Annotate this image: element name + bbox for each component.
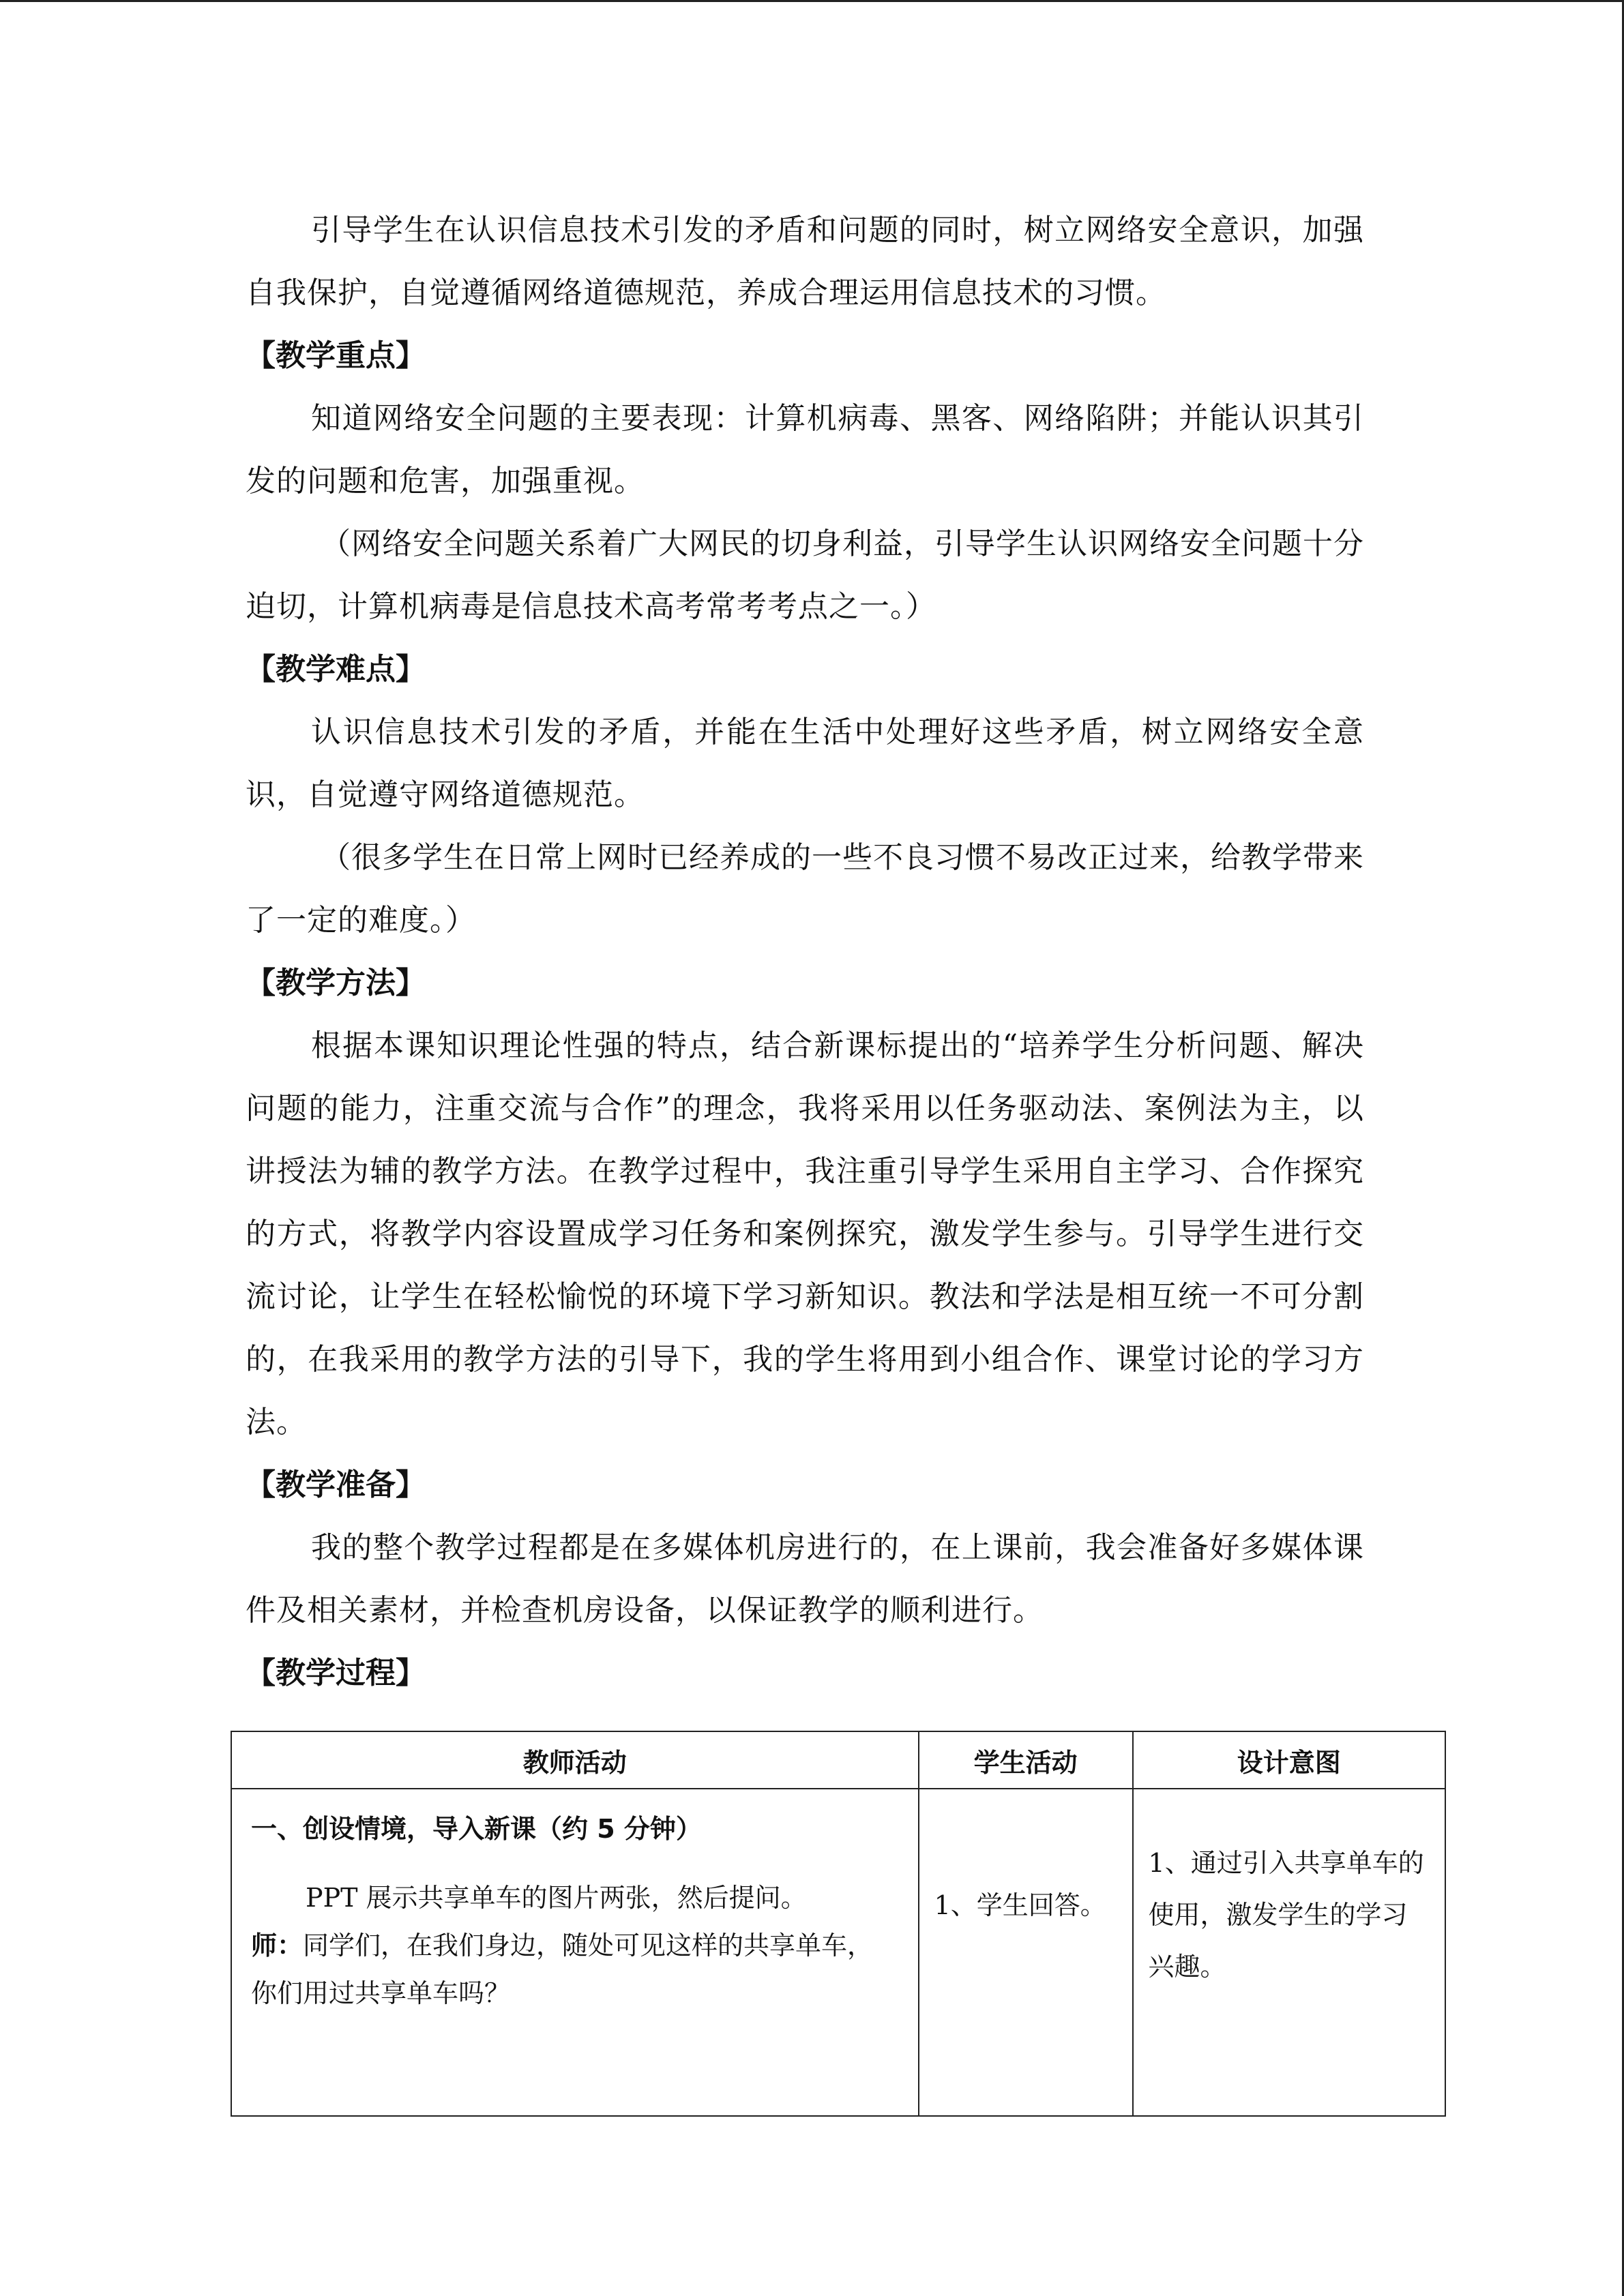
page-top-border	[0, 0, 1624, 2]
method-heading: 【教学方法】	[246, 966, 426, 1000]
teacher-question: 同学们，在我们身边，随处可见这样的共享单车，你们用过共享单车吗？	[251, 1930, 874, 2008]
key-points-text: 知道网络安全问题的主要表现：计算机病毒、黑客、网络陷阱；并能认识其引发的问题和危害，加强重视。	[246, 401, 1364, 498]
teaching-process-table	[231, 1731, 1446, 2117]
table-row	[231, 1789, 1445, 2116]
speaker-label: 师：	[251, 1930, 304, 1960]
prep-text: 我的整个教学过程都是在多媒体机房进行的，在上课前，我会准备好多媒体课件及相关素材，并检查机房设备，以保证教学的顺利进行。	[246, 1530, 1364, 1628]
key-points-heading: 【教学重点】	[246, 338, 426, 373]
design-intent-cell	[1133, 1789, 1445, 2116]
table-header-row	[231, 1731, 1445, 1789]
key-points-note: （网络安全问题关系着广大网民的切身利益，引导学生认识网络安全问题十分迫切，计算机病毒是信息技术高考常考考点之一。）	[246, 526, 1364, 624]
difficulty-note: （很多学生在日常上网时已经养成的一些不良习惯不易改正过来，给教学带来了一定的难度。）	[246, 840, 1364, 938]
student-activity-cell	[919, 1789, 1133, 2116]
process-heading: 【教学过程】	[246, 1656, 426, 1690]
document-body	[246, 199, 1364, 1705]
teacher-activity-cell	[231, 1789, 919, 2116]
intro-paragraph: 引导学生在认识信息技术引发的矛盾和问题的同时，树立网络安全意识，加强自我保护，自觉遵循网络道德规范，养成合理运用信息技术的习惯。	[246, 213, 1364, 310]
section-title: 一、创设情境，导入新课（约 5 分钟）	[251, 1814, 702, 1844]
difficulty-heading: 【教学难点】	[246, 652, 426, 687]
student-activity-text: 1、学生回答。	[934, 1890, 1106, 1920]
header-student-activity: 学生活动	[919, 1731, 1133, 1789]
teacher-line-ppt: PPT 展示共享单车的图片两张，然后提问。	[306, 1883, 807, 1913]
header-design-intent: 设计意图	[1133, 1731, 1445, 1789]
teacher-dialogue	[251, 1922, 899, 2017]
difficulty-text: 认识信息技术引发的矛盾，并能在生活中处理好这些矛盾，树立网络安全意识，自觉遵守网络道德规范。	[246, 715, 1364, 812]
design-intent-text: 1、通过引入共享单车的使用，激发学生的学习兴趣。	[1148, 1848, 1424, 1982]
header-teacher-activity: 教师活动	[231, 1731, 919, 1789]
prep-heading: 【教学准备】	[246, 1467, 426, 1502]
method-text: 根据本课知识理论性强的特点，结合新课标提出的“培养学生分析问题、解决问题的能力，注重交流与合作”的理念，我将采用以任务驱动法、案例法为主，以讲授法为辅的教学方法。在教学过程中，我注重引导学生采用自主学习、合作探究的方式，将教学内容设置成学习任务和案例探究，激发学生参与。引导学生进行交流讨论，让学生在轻松愉悦的环境下学习新知识。教法和学法是相互统一不可分割的，在我采用的教学方法的引导下，我的学生将用到小组合作、课堂讨论的学习方法。	[246, 1028, 1364, 1440]
